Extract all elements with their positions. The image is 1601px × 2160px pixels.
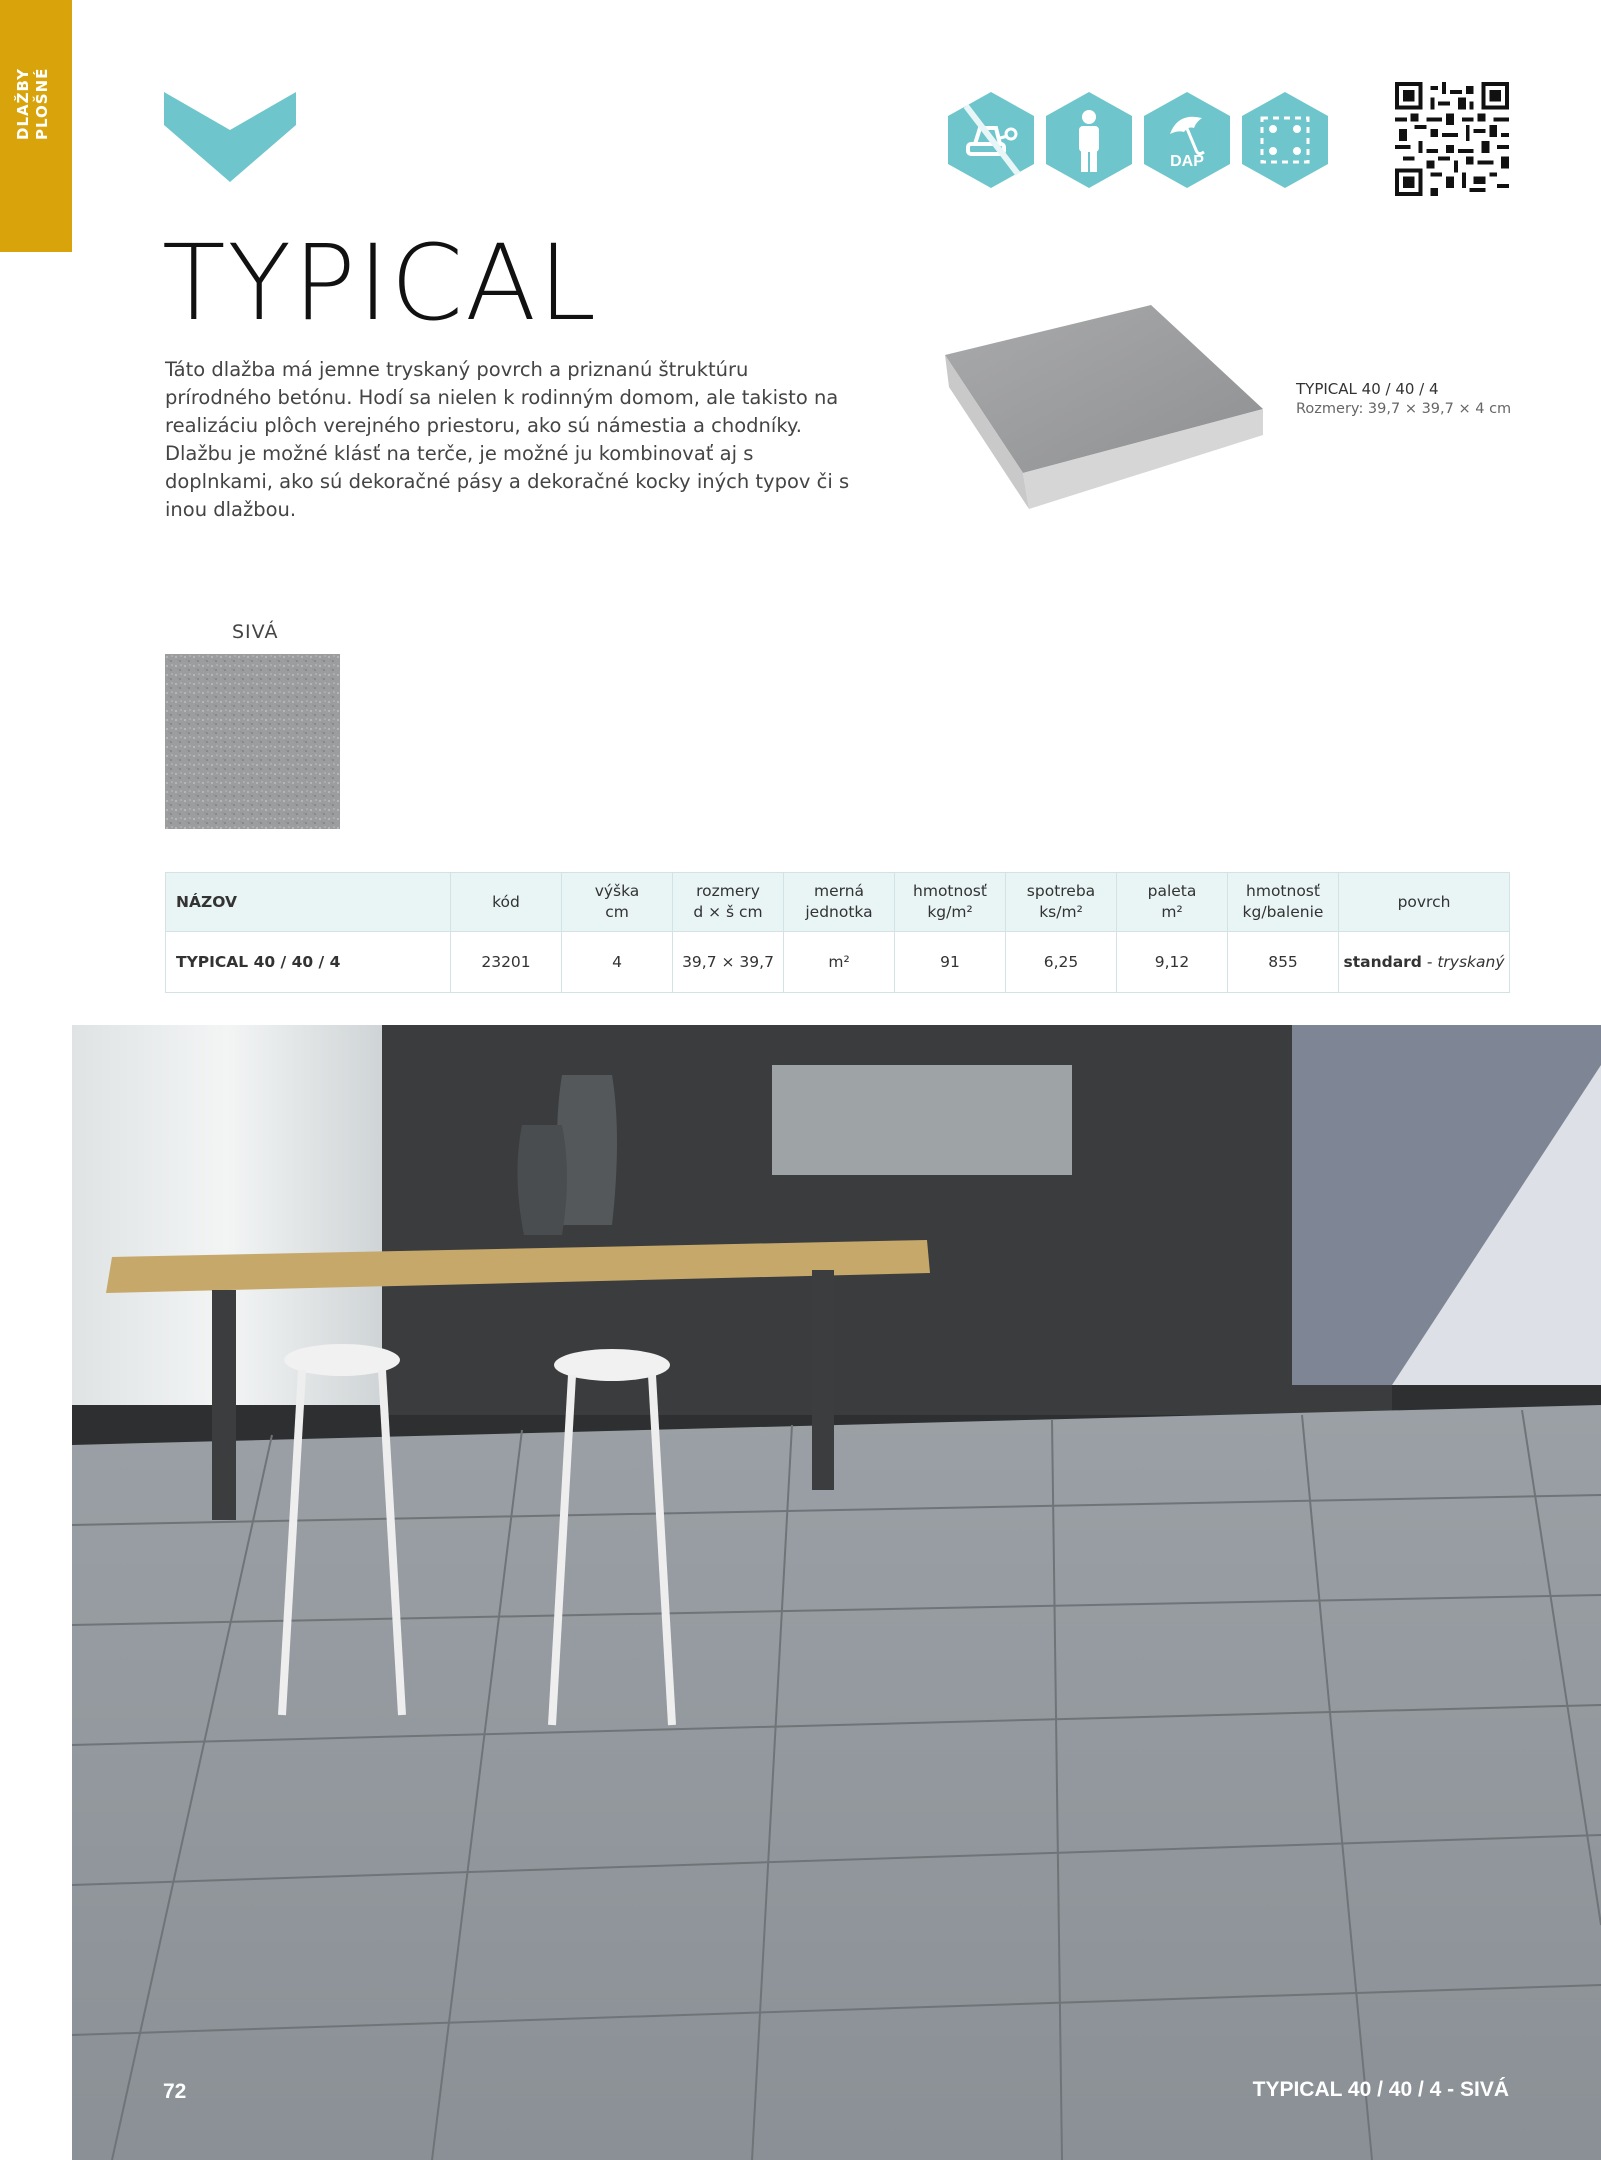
product-description: Táto dlažba má jemne tryskaný povrch a priznanú štruktúru prírodného betónu. Hodí sa nielen k rodinným domom, ale takisto na realizáciu plôch verejného priestoru, ako sú námestia a chodníky. Dlažbu je možné klásť na terče, je možné ju kombinovať aj s doplnkami, ako sú dekoračné pásy a dekoračné kocky iných typov či s inou dlažbou. [165,358,850,521]
cell-pack-weight: 855 [1228,932,1339,993]
col-header-name: NÁZOV [166,873,451,932]
dotted-square-icon [1242,92,1328,188]
brand-chevron-logo [164,92,296,182]
cell-dimensions: 39,7 × 39,7 [673,932,784,993]
col-header-pack-weight: hmotnosť kg/balenie [1228,873,1339,932]
col-header-weight: hmotnosť kg/m² [895,873,1006,932]
product-tile-image [945,305,1265,515]
cell-code: 23201 [451,932,562,993]
pedestrian-icon [1046,92,1132,188]
col-header-dimensions: rozmery d × š cm [673,873,784,932]
dap-umbrella-icon [1144,92,1230,188]
table-header-row [166,873,1510,932]
cell-weight: 91 [895,932,1006,993]
cell-pallet: 9,12 [1117,932,1228,993]
product-dimensions: Rozmery: 39,7 × 39,7 × 4 cm [1296,401,1512,417]
cell-unit: m² [784,932,895,993]
swatch-label: SIVÁ [232,621,279,643]
photo-caption: TYPICAL 40 / 40 / 4 - SIVÁ [1252,2078,1509,2101]
section-tab-label: DLAŽBY PLOŠNÉ [14,67,51,140]
dap-label: DAP [1170,153,1204,170]
qr-code[interactable] [1395,82,1509,196]
page-title: TYPICAL [162,222,599,344]
product-name: TYPICAL 40 / 40 / 4 [1296,380,1439,398]
color-swatch-gray[interactable] [165,654,340,829]
col-header-height: výška cm [562,873,673,932]
page-number: 72 [163,2080,187,2103]
col-header-surface: povrch [1339,873,1510,932]
table-row [166,932,1510,993]
col-header-code: kód [451,873,562,932]
col-header-consumption: spotreba ks/m² [1006,873,1117,932]
cell-height: 4 [562,932,673,993]
terrace-photo [72,1025,1601,2160]
feature-icons [948,92,1330,188]
cell-name: TYPICAL 40 / 40 / 4 [166,932,451,993]
cell-surface: standard - tryskaný [1339,932,1510,993]
col-header-pallet: paleta m² [1117,873,1228,932]
specification-table [165,872,1510,993]
no-vehicle-icon [948,92,1034,188]
section-tab [0,0,72,252]
col-header-unit: merná jednotka [784,873,895,932]
cell-consumption: 6,25 [1006,932,1117,993]
